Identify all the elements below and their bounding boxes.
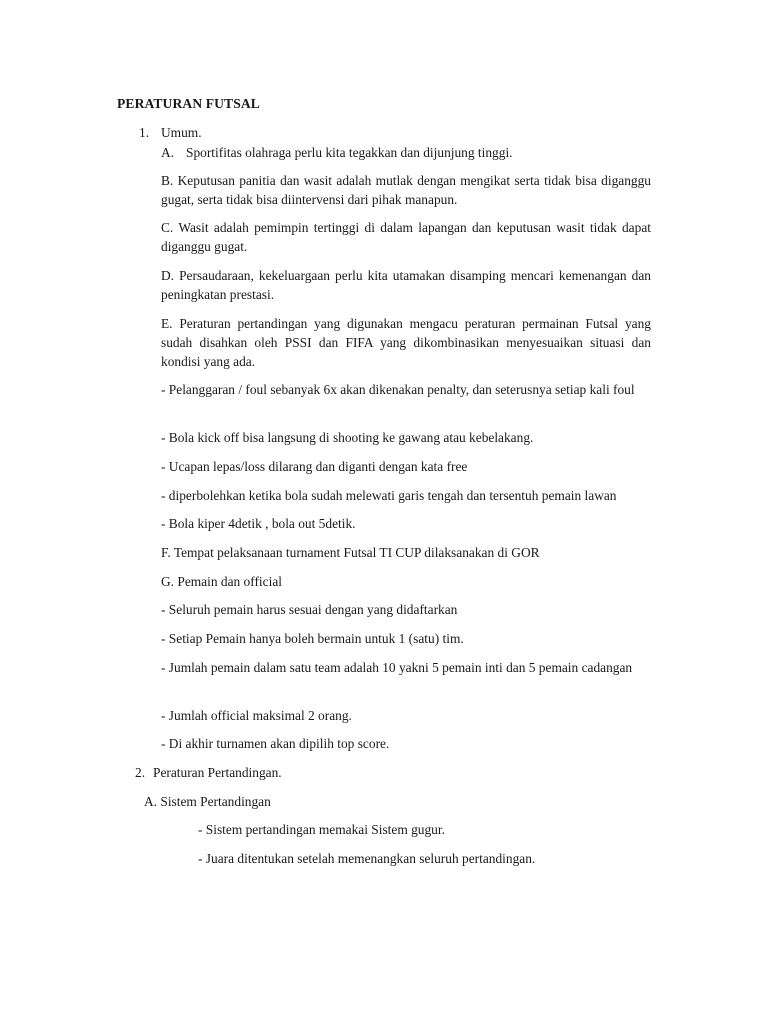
bullet-registered: - Seluruh pemain harus sesuai dengan yang didaftarkan (161, 602, 458, 617)
bullet-free: - Ucapan lepas/loss dilarang dan diganti dengan kata free (161, 459, 468, 474)
bullet-system: - Sistem pertandingan memakai Sistem gugur. (198, 822, 445, 837)
bullet-top-score: - Di akhir turnamen akan dipilih top score. (161, 736, 390, 751)
bullet-allowed: - diperbolehkan ketika bola sudah melewati garis tengah dan tersentuh pemain lawan (161, 488, 617, 503)
bullet-one-team: - Setiap Pemain hanya boleh bermain untuk 1 (satu) tim. (161, 631, 464, 646)
bullet-foul: - Pelanggaran / foul sebanyak 6x akan dikenakan penalty, dan seterusnya setiap kali foul (161, 382, 635, 397)
sub-a-heading: A. Sistem Pertandingan (144, 794, 271, 809)
bullet-kick-off: - Bola kick off bisa langsung di shooting ke gawang atau kebelakang. (161, 430, 534, 445)
bullet-official: - Jumlah official maksimal 2 orang. (161, 708, 352, 723)
item-c: C. Wasit adalah pemimpin tertinggi di dalam lapangan dan keputusan wasit tidak dapat diganggu gugat. (161, 220, 651, 254)
section-2-heading: Peraturan Pertandingan. (153, 765, 282, 780)
section-1-number: 1. (139, 125, 150, 140)
bullet-team-size: - Jumlah pemain dalam satu team adalah 10 yakni 5 pemain inti dan 5 pemain cadangan (161, 660, 633, 675)
item-f: F. Tempat pelaksanaan turnament Futsal TI CUP dilaksanakan di GOR (161, 545, 540, 560)
document-title: PERATURAN FUTSAL (117, 96, 260, 111)
section-2-number: 2. (135, 765, 146, 780)
bullet-champion: - Juara ditentukan setelah memenangkan seluruh pertandingan. (198, 851, 536, 866)
item-b: B. Keputusan panitia dan wasit adalah mutlak dengan mengikat serta tidak bisa diganggu gugat, serta tidak bisa diintervensi dari pihak manapun. (161, 173, 651, 207)
item-g: G. Pemain dan official (161, 574, 282, 589)
item-a-label: A. (161, 145, 175, 160)
item-e: E. Peraturan pertandingan yang digunakan mengacu peraturan permainan Futsal yang sudah disahkan oleh PSSI dan FIFA yang dikombinasikan menyesuaikan situasi dan kondisi yang ada. (161, 316, 651, 369)
item-a-text: Sportifitas olahraga perlu kita tegakkan dan dijunjung tinggi. (186, 145, 513, 160)
bullet-keeper: - Bola kiper 4detik , bola out 5detik. (161, 516, 356, 531)
section-1-heading: Umum. (161, 125, 202, 140)
item-d: D. Persaudaraan, kekeluargaan perlu kita utamakan disamping mencari kemenangan dan peningkatan prestasi. (161, 268, 651, 302)
